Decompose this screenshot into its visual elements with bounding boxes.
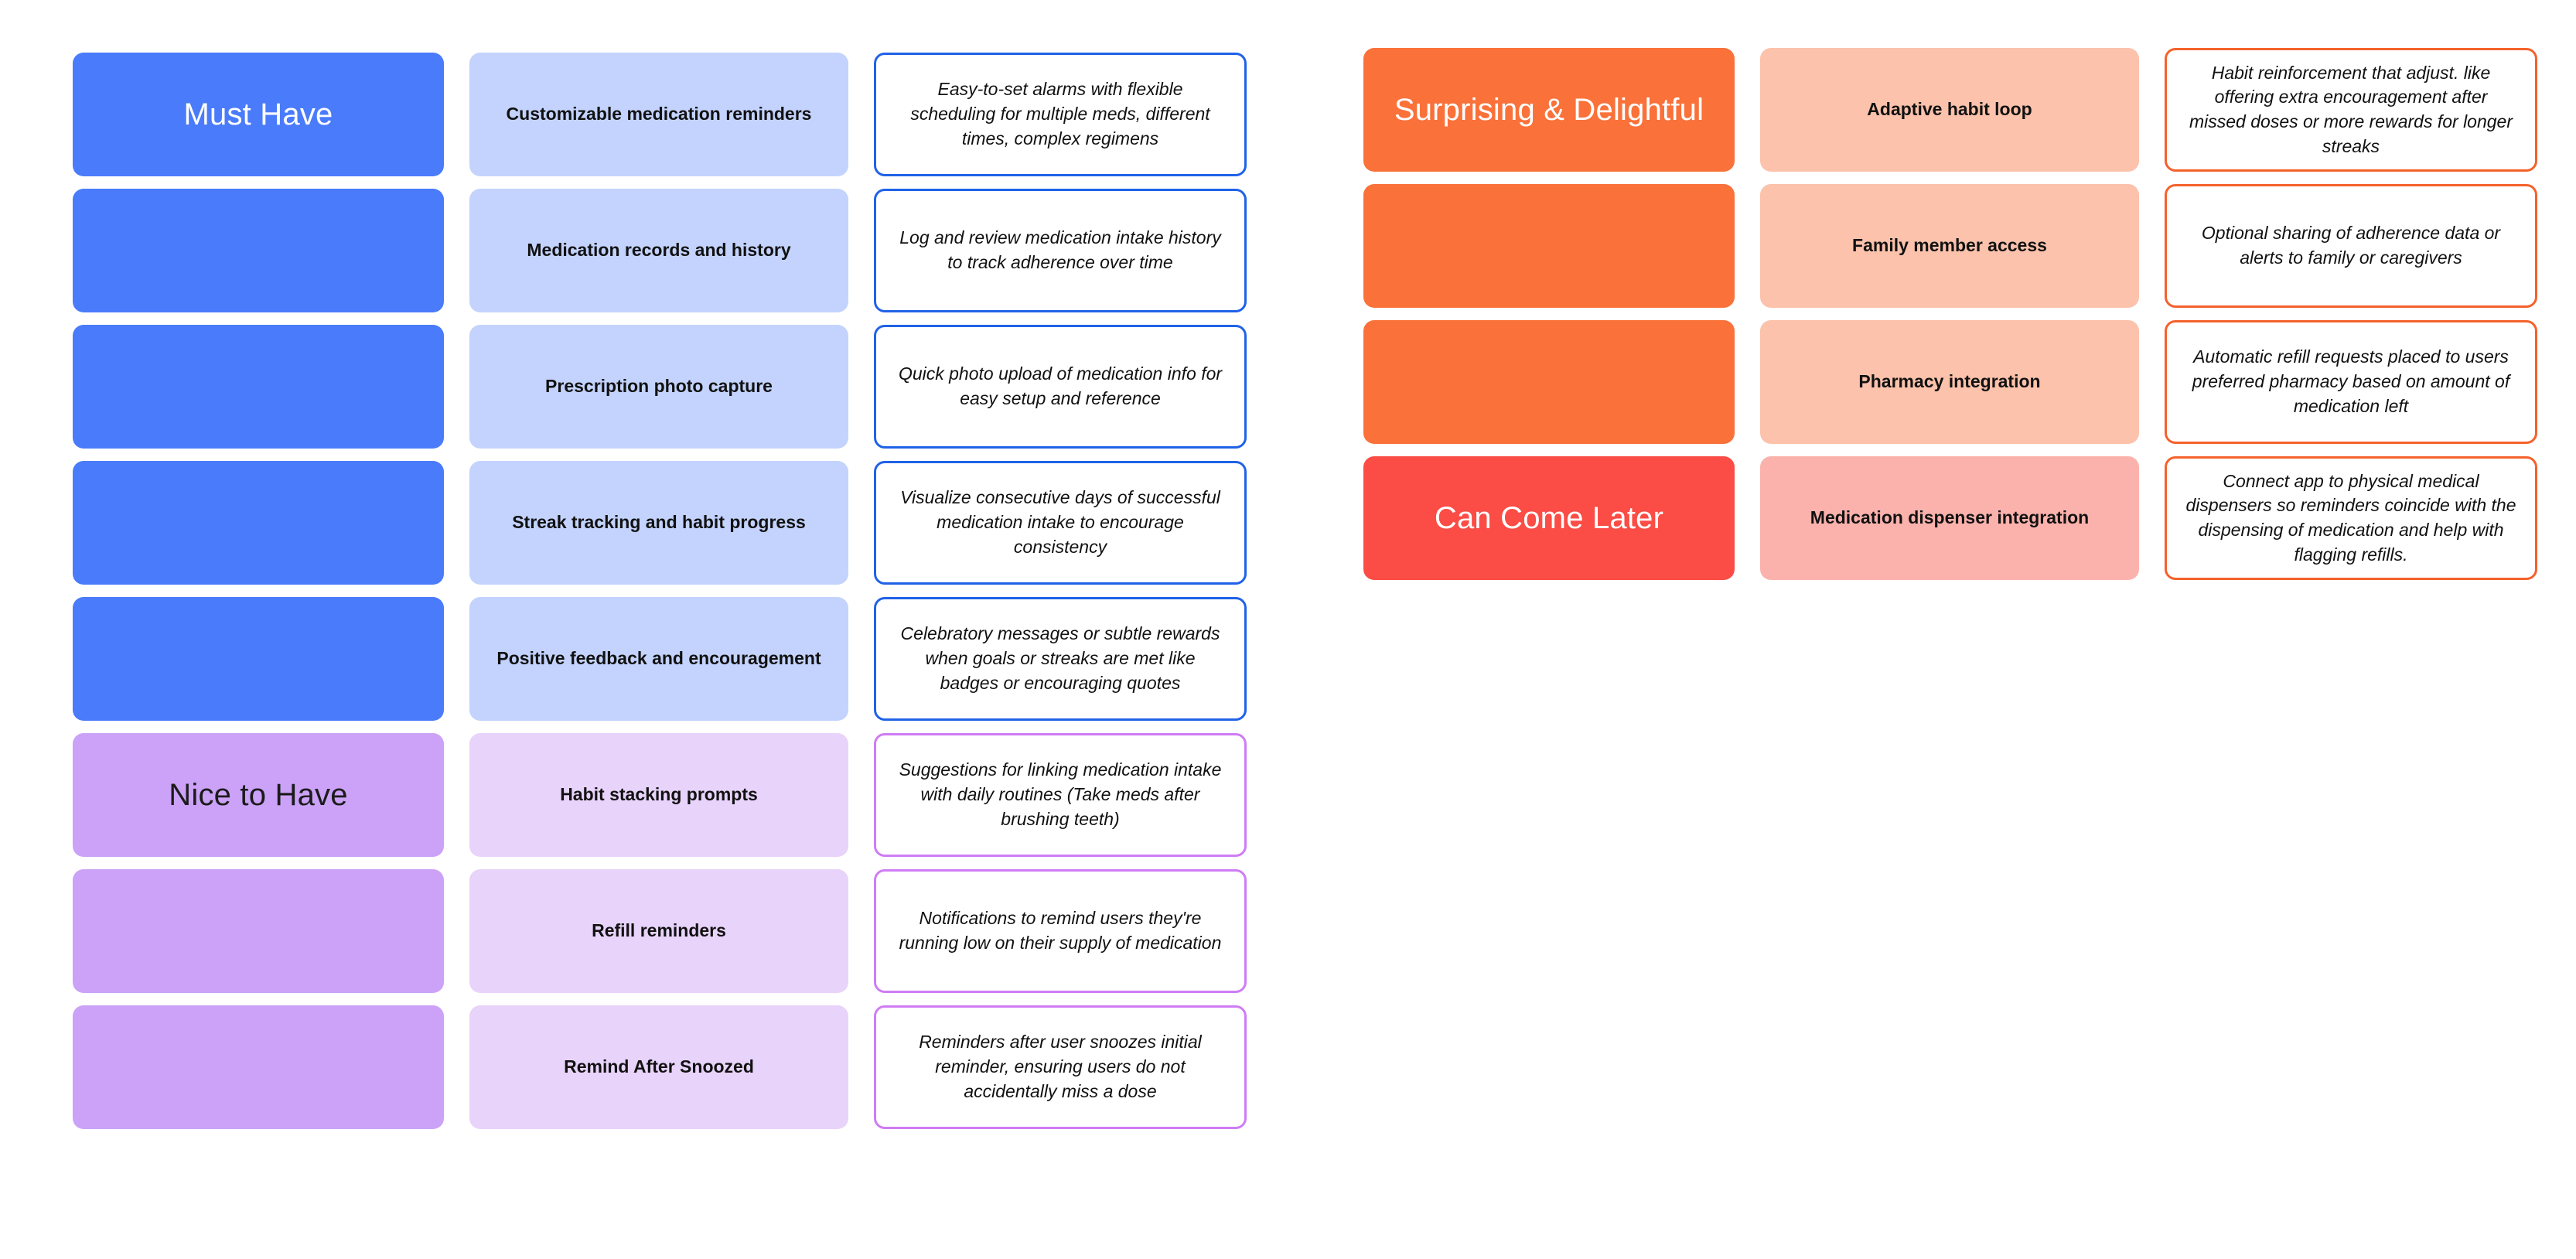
left-feature-label: Streak tracking and habit progress bbox=[512, 512, 806, 533]
left-description-label: Notifications to remind users they're running low on their supply of medication bbox=[899, 908, 1222, 953]
left-row bbox=[73, 53, 1247, 176]
left-feature-card[interactable] bbox=[469, 461, 848, 585]
right-description-label: Habit reinforcement that adjust. like offering extra encouragement after missed doses or more rewards for longer streaks bbox=[2189, 62, 2513, 156]
left-description-label: Quick photo upload of medication info for easy setup and reference bbox=[898, 363, 1223, 408]
left-description-label: Suggestions for linking medication intake with daily routines (Take meds after brushing teeth) bbox=[899, 759, 1222, 829]
left-category-card[interactable] bbox=[73, 461, 444, 585]
right-row bbox=[1363, 456, 2537, 580]
left-feature-card[interactable] bbox=[469, 189, 848, 312]
right-description-card[interactable] bbox=[2165, 320, 2537, 444]
right-feature-card[interactable] bbox=[1760, 184, 2139, 308]
left-description-card[interactable] bbox=[874, 597, 1247, 721]
left-description-label: Visualize consecutive days of successful medication intake to encourage consistency bbox=[900, 487, 1220, 557]
left-description-label: Celebratory messages or subtle rewards when goals or streaks are met like badges or encouraging quotes bbox=[900, 623, 1220, 693]
right-feature-card[interactable] bbox=[1760, 48, 2139, 172]
left-feature-card[interactable] bbox=[469, 53, 848, 176]
left-row bbox=[73, 189, 1247, 312]
right-category-label: Can Come Later bbox=[1434, 500, 1664, 535]
right-category-card[interactable] bbox=[1363, 184, 1735, 308]
left-description-card[interactable] bbox=[874, 325, 1247, 449]
left-row bbox=[73, 597, 1247, 721]
left-category-label: Nice to Have bbox=[169, 777, 348, 812]
right-feature-label: Pharmacy integration bbox=[1858, 371, 2041, 392]
left-category-card[interactable] bbox=[73, 1005, 444, 1129]
left-category-label: Must Have bbox=[183, 97, 333, 131]
left-feature-label: Refill reminders bbox=[592, 920, 726, 941]
left-feature-card[interactable] bbox=[469, 733, 848, 857]
left-category-card[interactable] bbox=[73, 869, 444, 993]
left-description-card[interactable] bbox=[874, 461, 1247, 585]
right-description-card[interactable] bbox=[2165, 48, 2537, 172]
left-feature-label: Remind After Snoozed bbox=[564, 1056, 754, 1077]
right-description-label: Connect app to physical medical dispensers so reminders coincide with the dispensing of medication and help with flagging refills. bbox=[2185, 470, 2516, 565]
right-category-card[interactable] bbox=[1363, 456, 1735, 580]
left-category-card[interactable] bbox=[73, 189, 444, 312]
left-feature-label: Medication records and history bbox=[527, 240, 791, 261]
right-feature-card[interactable] bbox=[1760, 320, 2139, 444]
right-category-label: Surprising & Delightful bbox=[1394, 92, 1704, 127]
left-feature-label: Positive feedback and encouragement bbox=[496, 648, 821, 669]
left-description-card[interactable] bbox=[874, 53, 1247, 176]
right-category-card[interactable] bbox=[1363, 320, 1735, 444]
left-row bbox=[73, 1005, 1247, 1129]
right-feature-label: Adaptive habit loop bbox=[1867, 99, 2032, 120]
left-feature-label: Prescription photo capture bbox=[545, 376, 773, 397]
left-feature-card[interactable] bbox=[469, 869, 848, 993]
left-row bbox=[73, 325, 1247, 449]
left-description-card[interactable] bbox=[874, 869, 1247, 993]
left-feature-card[interactable] bbox=[469, 597, 848, 721]
left-description-card[interactable] bbox=[874, 1005, 1247, 1129]
right-feature-card[interactable] bbox=[1760, 456, 2139, 580]
left-feature-label: Habit stacking prompts bbox=[560, 784, 758, 805]
left-description-label: Log and review medication intake history to track adherence over time bbox=[899, 227, 1221, 272]
left-category-card[interactable] bbox=[73, 53, 444, 176]
left-category-card[interactable] bbox=[73, 733, 444, 857]
right-category-card[interactable] bbox=[1363, 48, 1735, 172]
left-feature-label: Customizable medication reminders bbox=[506, 104, 812, 125]
right-description-label: Optional sharing of adherence data or alerts to family or caregivers bbox=[2201, 223, 2501, 268]
right-row bbox=[1363, 320, 2537, 444]
left-row bbox=[73, 733, 1247, 857]
left-description-label: Easy-to-set alarms with flexible scheduling for multiple meds, different times, complex regimens bbox=[910, 79, 1210, 148]
left-category-card[interactable] bbox=[73, 325, 444, 449]
left-feature-card[interactable] bbox=[469, 325, 848, 449]
right-description-card[interactable] bbox=[2165, 184, 2537, 308]
left-board-group bbox=[73, 53, 1247, 1141]
left-description-card[interactable] bbox=[874, 189, 1247, 312]
right-board-group bbox=[1363, 48, 2537, 592]
right-row bbox=[1363, 184, 2537, 308]
left-description-label: Reminders after user snoozes initial reminder, ensuring users do not accidentally miss a dose bbox=[919, 1032, 1202, 1101]
right-row bbox=[1363, 48, 2537, 172]
right-description-card[interactable] bbox=[2165, 456, 2537, 580]
left-feature-card[interactable] bbox=[469, 1005, 848, 1129]
left-row bbox=[73, 869, 1247, 993]
left-description-card[interactable] bbox=[874, 733, 1247, 857]
left-row bbox=[73, 461, 1247, 585]
right-description-label: Automatic refill requests placed to users preferred pharmacy based on amount of medication left bbox=[2192, 346, 2510, 416]
right-feature-label: Family member access bbox=[1852, 235, 2047, 256]
right-feature-label: Medication dispenser integration bbox=[1810, 507, 2090, 528]
left-category-card[interactable] bbox=[73, 597, 444, 721]
